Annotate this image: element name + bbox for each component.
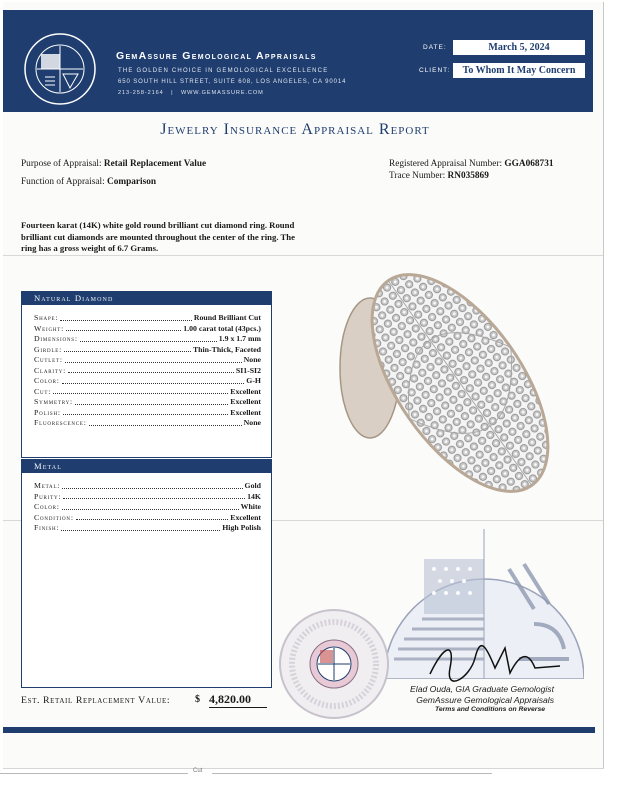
header-band xyxy=(3,10,593,112)
metal-row xyxy=(34,481,261,492)
trace-label: Trace Number: xyxy=(389,171,446,181)
metal-row-label: Metal: xyxy=(34,481,61,490)
company-address: 650 SOUTH HILL STREET, SUITE 608, LOS ANGELES, CA 90014 xyxy=(118,79,347,85)
cut-label: Cut xyxy=(193,768,203,774)
diamond-row xyxy=(34,313,261,324)
fold-line xyxy=(3,255,603,256)
diamond-row-label: Cut: xyxy=(34,386,52,396)
diamond-row-value: Excellent xyxy=(230,397,261,407)
leader-dots xyxy=(89,418,242,426)
leader-dots xyxy=(63,492,245,500)
terms-note: Terms and Conditions on Reverse xyxy=(434,706,545,713)
client-value: To Whom It May Concern xyxy=(453,63,585,78)
diamond-row-value: SI1-SI2 xyxy=(235,365,261,375)
metal-heading: Metal xyxy=(22,460,271,473)
leader-dots xyxy=(61,523,220,531)
leader-dots xyxy=(62,502,239,510)
trace-field xyxy=(389,171,489,181)
diamond-row xyxy=(34,366,261,377)
ring-photo xyxy=(320,258,590,508)
diamond-row-value: Excellent xyxy=(230,386,261,396)
est-value-label: Est. Retail Replacement Value: xyxy=(21,695,171,706)
purpose-value: Retail Replacement Value xyxy=(103,159,207,169)
diamond-row-value: None xyxy=(243,418,261,428)
leader-dots xyxy=(60,313,191,321)
diamond-row-value: Round Brilliant Cut xyxy=(193,313,261,322)
diamond-row xyxy=(34,345,261,356)
leader-dots xyxy=(62,481,242,489)
date-label: DATE: xyxy=(423,44,447,51)
diamond-row-label: Weight: xyxy=(34,323,65,333)
company-website: WWW.GEMASSURE.COM xyxy=(180,90,264,96)
diamond-row-label: Polish: xyxy=(34,407,61,417)
diamond-rows xyxy=(22,305,271,429)
registered-field xyxy=(389,159,554,169)
metal-panel xyxy=(21,459,272,688)
diamond-row xyxy=(34,324,261,335)
function-field xyxy=(21,177,156,187)
leader-dots xyxy=(62,376,244,384)
purpose-field xyxy=(21,159,206,169)
metal-row-label: Finish: xyxy=(34,523,60,533)
purpose-label: Purpose of Appraisal: xyxy=(21,159,102,169)
company-phone: 213-258-2164 xyxy=(118,90,164,96)
metal-row-label: Purity: xyxy=(34,491,62,501)
metal-row-value: White xyxy=(240,502,261,512)
function-value: Comparison xyxy=(107,177,157,187)
appraiser-signature xyxy=(425,638,565,682)
leader-dots xyxy=(53,387,228,395)
diamond-panel xyxy=(21,291,272,458)
metal-row xyxy=(34,513,261,524)
company-name: GemAssure Gemological Appraisals xyxy=(116,50,317,62)
diamond-row-value: Thin-Thick, Faceted xyxy=(192,344,261,354)
gemassure-seal-logo xyxy=(23,32,97,106)
report-title: Jewelry Insurance Appraisal Report xyxy=(160,121,430,138)
metal-row-label: Color: xyxy=(34,502,60,512)
est-currency: $ xyxy=(195,694,200,705)
leader-dots xyxy=(63,408,228,416)
metal-row-value: Excellent xyxy=(230,512,261,522)
diamond-row-label: Symmetry: xyxy=(34,397,73,407)
diamond-row-label: Girdle: xyxy=(34,344,63,354)
company-tagline: THE GOLDEN CHOICE IN GEMOLOGICAL EXCELLENCE xyxy=(118,68,329,74)
leader-dots xyxy=(64,345,191,353)
diamond-heading: Natural Diamond xyxy=(22,292,271,305)
diamond-row-label: Shape: xyxy=(34,313,59,322)
company-contact: 213-258-2164 | WWW.GEMASSURE.COM xyxy=(118,90,264,96)
client-label: CLIENT: xyxy=(419,67,451,74)
diamond-row-value: None xyxy=(243,355,261,365)
registered-value: GGA068731 xyxy=(504,159,554,169)
metal-row xyxy=(34,523,261,534)
appraiser-name: Elad Ouda, GIA Graduate Gemologist xyxy=(410,684,554,694)
cut-line-left xyxy=(0,773,188,774)
diamond-row-value: 1.9 x 1.7 mm xyxy=(218,334,261,344)
diamond-row-label: Color: xyxy=(34,376,60,386)
metal-row-value: Gold xyxy=(244,481,261,490)
diamond-row-label: Fluorescence: xyxy=(34,418,87,428)
leader-dots xyxy=(68,366,234,374)
diamond-row xyxy=(34,418,261,429)
leader-dots xyxy=(76,513,228,521)
diamond-row xyxy=(34,387,261,398)
diamond-row xyxy=(34,355,261,366)
metal-row-label: Condition: xyxy=(34,512,74,522)
diamond-row xyxy=(34,397,261,408)
registered-label: Registered Appraisal Number: xyxy=(389,159,503,169)
metal-rows xyxy=(22,473,271,534)
diamond-row-value: G-H xyxy=(246,376,261,386)
diamond-row-label: Cutlet: xyxy=(34,355,63,365)
diamond-row-value: Excellent xyxy=(230,407,261,417)
date-value: March 5, 2024 xyxy=(453,40,585,55)
cut-line-right xyxy=(212,773,492,774)
trace-value: RN035869 xyxy=(447,171,489,181)
leader-dots xyxy=(75,397,228,405)
footer-band xyxy=(3,727,595,733)
appraiser-company: GemAssure Gemological Appraisals xyxy=(416,695,554,705)
metal-row xyxy=(34,502,261,513)
leader-dots xyxy=(80,334,217,342)
leader-dots xyxy=(66,324,181,332)
diamond-row-label: Dimensions: xyxy=(34,334,78,344)
diamond-row-label: Clarity: xyxy=(34,365,67,375)
leader-dots xyxy=(65,355,242,363)
metal-row-value: High Polish xyxy=(222,523,261,533)
metal-row-value: 14K xyxy=(247,491,261,501)
diamond-row xyxy=(34,376,261,387)
metal-row xyxy=(34,492,261,503)
diamond-row-value: 1.00 carat total (43pcs.) xyxy=(183,323,261,333)
function-label: Function of Appraisal: xyxy=(21,177,105,187)
item-description: Fourteen karat (14K) white gold round brilliant cut diamond ring. Round brilliant cut diamonds are mounted throughout the center of the ring. The ring has a gross weight of 6.7 Grams. xyxy=(21,220,295,253)
diamond-row xyxy=(34,334,261,345)
diamond-row xyxy=(34,408,261,419)
est-value: 4,820.00 xyxy=(209,692,267,708)
